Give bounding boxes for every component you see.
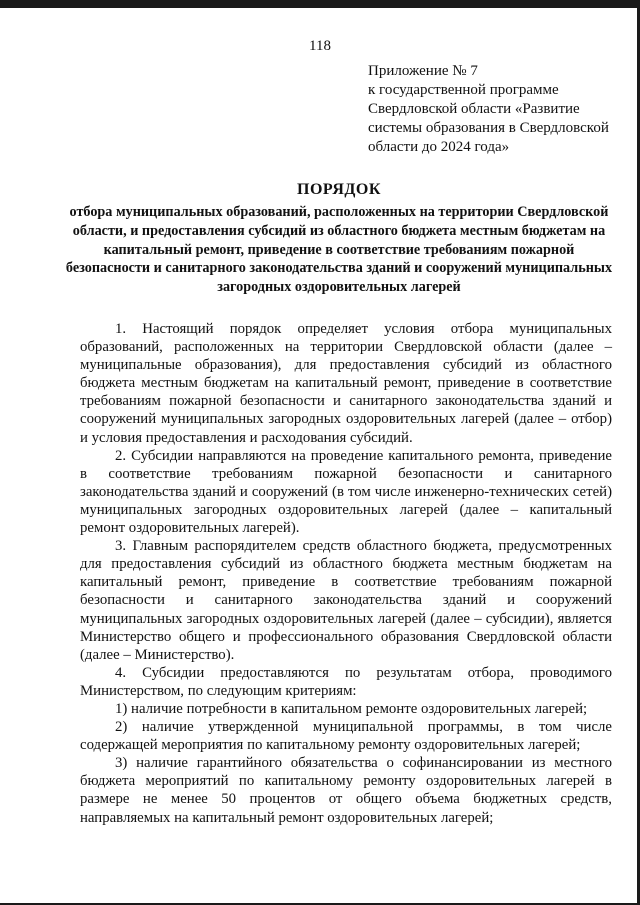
document-title: ПОРЯДОК <box>297 181 381 198</box>
paragraph: 2. Субсидии направляются на проведение капитального ремонта, приведение в соответствие требованиям пожарной безопасности и санитарного законодательства зданий и сооружений (в том числе инженерно-технических сетей) муниципальных загородных оздоровительных лагерей (далее – капитальный ремонт оздоровительных лагерей). <box>80 447 612 537</box>
paragraph: 1. Настоящий порядок определяет условия отбора муниципальных образований, расположенных на территории Свердловской области (далее – муниципальные образования), для предоставления субсидий из областного бюджета местным бюджетам на капитальный ремонт, приведение в соответствие требованиям пожарной безопасности и санитарного законодательства зданий и сооружений муниципальных загородных оздоровительных лагерей (далее – отбор) и условия предоставления и расходования субсидий. <box>80 321 612 446</box>
list-item: 3) наличие гарантийного обязательства о софинансировании из местного бюджета мероприятий по капитальному ремонту оздоровительных лагерей в размере не менее 50 процентов от общего объема бюджетных средств, направляемых на капитальный ремонт оздоровительных лагерей; <box>80 755 612 826</box>
appendix-line: Приложение № 7 <box>368 63 478 79</box>
list-item: 1) наличие потребности в капитальном ремонте оздоровительных лагерей; <box>115 700 588 717</box>
appendix-line: к государственной программе <box>368 82 559 98</box>
appendix-line: области до 2024 года» <box>368 139 510 155</box>
document-body <box>80 320 612 827</box>
appendix-line: системы образования в Свердловской <box>368 120 609 136</box>
document-subtitle: отбора муниципальных образований, расположенных на территории Свердловской области, и предоставления субсидий из областного бюджета местным бюджетам на капитальный ремонт, приведение в соответствие требованиям пожарной безопасности и санитарного законодательства зданий и сооружений муниципальных загородных оздоровительных лагерей <box>65 204 613 296</box>
document-heading <box>60 181 618 297</box>
page-number: 118 <box>309 38 331 54</box>
list-item: 2) наличие утвержденной муниципальной программы, в том числе содержащей мероприятия по капитальному ремонту оздоровительных лагерей; <box>80 719 612 754</box>
appendix-note <box>368 62 628 157</box>
paragraph: 4. Субсидии предоставляются по результатам отбора, проводимого Министерством, по следующим критериям: <box>80 664 612 699</box>
scan-edge-top <box>0 0 640 8</box>
appendix-line: Свердловской области «Развитие <box>368 101 580 117</box>
paragraph: 3. Главным распорядителем средств областного бюджета, предусмотренных для предоставления субсидий из областного бюджета местным бюджетам на капитальный ремонт, приведение в соответствие требованиям пожарной безопасности и санитарного законодательства зданий и сооружений муниципальных загородных оздоровительных лагерей (далее – субсидии), является Министерство общего и профессионального образования Свердловской области (далее – Министерство). <box>80 538 612 663</box>
